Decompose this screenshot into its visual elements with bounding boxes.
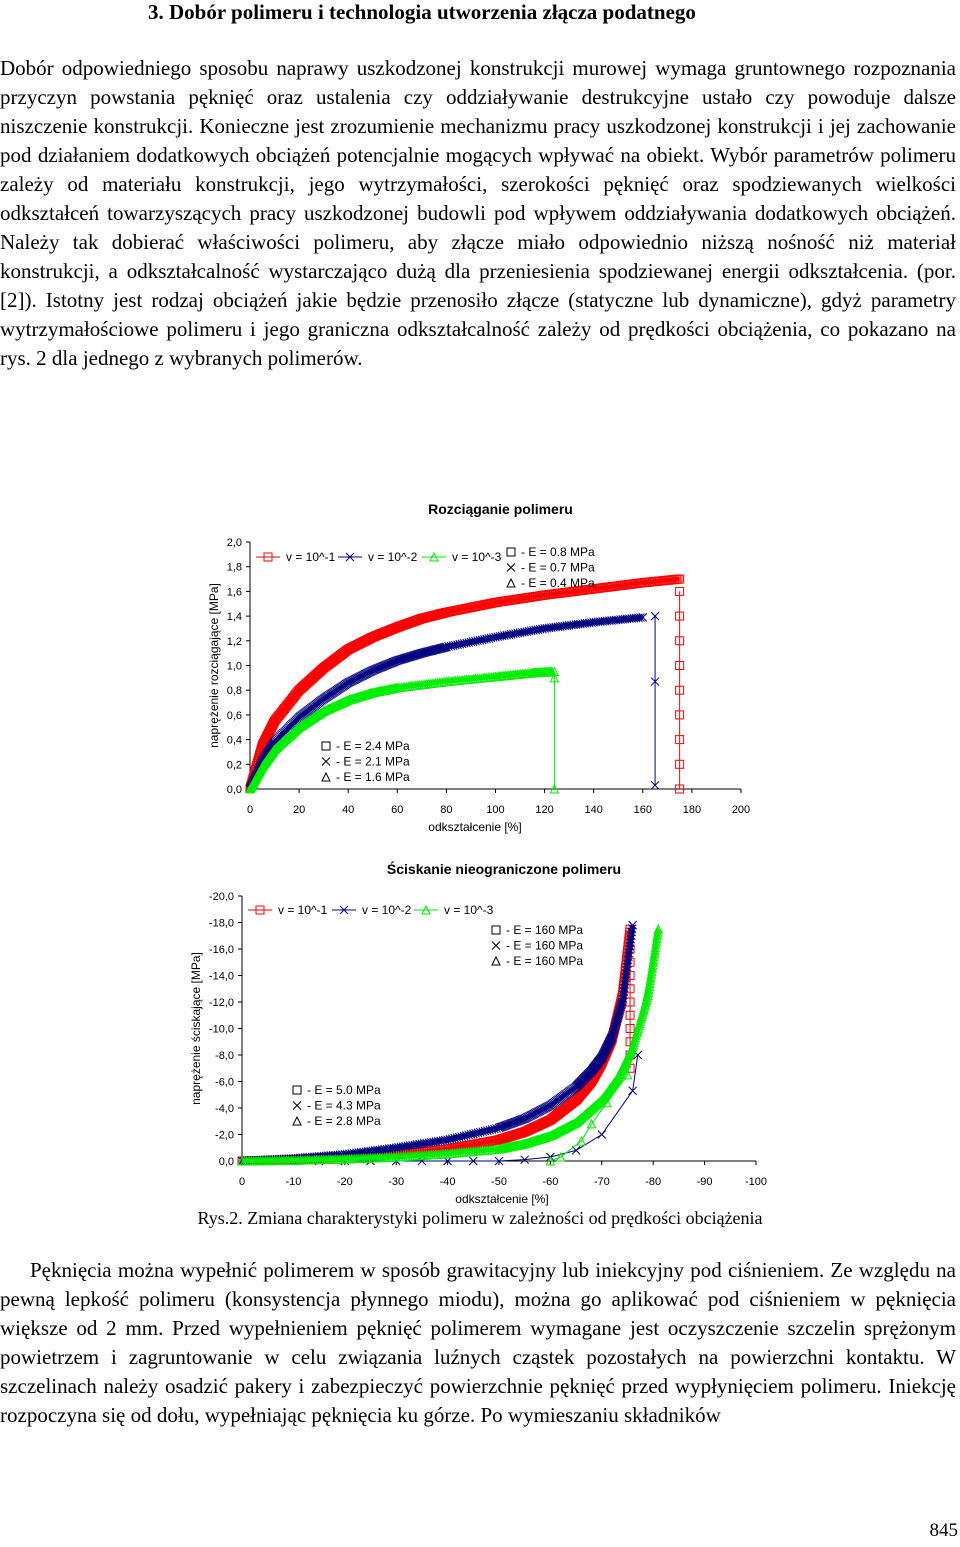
legend-label: v = 10^-2 bbox=[362, 903, 412, 917]
series-1 bbox=[246, 612, 659, 793]
x-tick-label: -50 bbox=[491, 1176, 507, 1188]
x-tick-label: 200 bbox=[731, 804, 751, 816]
y-tick-label: -20,0 bbox=[208, 891, 234, 903]
x-tick-label: 120 bbox=[535, 804, 554, 816]
x-tick-label: -30 bbox=[388, 1176, 405, 1188]
y-tick-label: -18,0 bbox=[208, 917, 234, 930]
figure-caption: Rys.2. Zmiana charakterystyki polimeru w zależności od prędkości obciążenia bbox=[197, 1208, 763, 1228]
modulus-top-marker bbox=[492, 957, 500, 965]
modulus-top-label: - E = 0.4 MPa bbox=[521, 576, 595, 590]
modulus-bottom-label: - E = 4.3 MPa bbox=[307, 1098, 381, 1113]
series-line bbox=[242, 929, 658, 1161]
modulus-top bbox=[507, 545, 595, 590]
x-tick-label: 140 bbox=[584, 804, 603, 816]
y-tick-label: 1,4 bbox=[226, 611, 242, 624]
modulus-bottom bbox=[293, 1083, 381, 1128]
modulus-top-marker bbox=[507, 579, 515, 587]
modulus-bottom-marker bbox=[322, 742, 330, 750]
modulus-bottom-label: - E = 2.1 MPa bbox=[336, 754, 410, 769]
y-tick-label: 1,0 bbox=[226, 660, 242, 673]
x-axis-label: odkształcenie [%] bbox=[455, 1192, 549, 1206]
y-tick-label: -8,0 bbox=[215, 1050, 234, 1062]
modulus-top-marker bbox=[492, 926, 500, 934]
legend-label: v = 10^-2 bbox=[368, 550, 418, 564]
modulus-bottom-label: - E = 1.6 MPa bbox=[336, 770, 410, 784]
y-tick-label: -6,0 bbox=[215, 1076, 234, 1089]
x-tick-label: -60 bbox=[542, 1176, 559, 1188]
y-tick-label: 0,6 bbox=[226, 709, 242, 722]
x-tick-label: 80 bbox=[440, 804, 453, 816]
y-tick-label: -12,0 bbox=[208, 997, 234, 1009]
legend-label: v = 10^-1 bbox=[286, 550, 336, 564]
x-tick-label: 40 bbox=[342, 804, 355, 816]
modulus-bottom-marker bbox=[322, 758, 330, 766]
x-tick-label: 0 bbox=[246, 804, 254, 816]
x-tick-label: 100 bbox=[486, 804, 505, 816]
x-tick-label: -80 bbox=[645, 1176, 662, 1188]
modulus-top-label: - E = 160 MPa bbox=[506, 954, 584, 968]
y-axis-label: naprężenie ściskające [MPa] bbox=[189, 952, 203, 1105]
modulus-top-marker bbox=[507, 564, 515, 572]
modulus-top-label: - E = 160 MPa bbox=[506, 923, 584, 937]
x-tick-label: -20 bbox=[336, 1176, 353, 1188]
y-tick-label: 0,2 bbox=[226, 759, 242, 772]
y-tick-label: 1,6 bbox=[226, 586, 242, 599]
x-tick-label: -70 bbox=[593, 1176, 610, 1188]
chart-title: Rozciąganie polimeru bbox=[428, 501, 573, 517]
paragraph-intro bbox=[0, 54, 956, 373]
modulus-bottom-marker bbox=[293, 1102, 301, 1110]
x-tick-label: -10 bbox=[285, 1176, 302, 1188]
modulus-bottom-marker bbox=[293, 1086, 301, 1094]
tension-chart bbox=[0, 493, 960, 843]
compression-chart bbox=[0, 850, 960, 1208]
y-tick-label: -10,0 bbox=[208, 1023, 234, 1036]
page-number: 845 bbox=[929, 1520, 958, 1541]
y-axis-label: naprężenie rozciągające [MPa] bbox=[207, 583, 221, 748]
x-axis-label: odkształcenie [%] bbox=[428, 820, 522, 834]
legend-label: v = 10^-3 bbox=[452, 550, 502, 564]
legend-label: v = 10^-3 bbox=[444, 903, 494, 917]
y-tick-label: 1,8 bbox=[226, 561, 242, 574]
x-tick-label: -90 bbox=[696, 1176, 713, 1188]
y-tick-label: -2,0 bbox=[215, 1129, 234, 1142]
y-tick-label: 2,0 bbox=[226, 537, 242, 549]
x-tick-label: 180 bbox=[682, 804, 702, 816]
chart-title: Ściskanie nieograniczone polimeru bbox=[386, 861, 622, 877]
modulus-top-label: - E = 0.8 MPa bbox=[521, 545, 595, 559]
y-tick-label: -14,0 bbox=[208, 970, 234, 983]
modulus-bottom-label: - E = 2.4 MPa bbox=[336, 739, 410, 753]
legend-label: v = 10^-1 bbox=[278, 903, 328, 917]
modulus-top-label: - E = 0.7 MPa bbox=[521, 560, 595, 575]
y-tick-label: 0,8 bbox=[226, 685, 242, 698]
y-tick-label: 1,2 bbox=[226, 635, 242, 648]
y-tick-label: 0,4 bbox=[226, 734, 242, 747]
modulus-top-label: - E = 160 MPa bbox=[506, 938, 584, 953]
y-tick-label: 0,0 bbox=[226, 784, 242, 796]
y-tick-label: 0,0 bbox=[218, 1156, 234, 1168]
paragraph-injection-text: Pęknięcia można wypełnić polimerem w sposób grawitacyjny lub iniekcyjny pod ciśnieniem. Ze względu na pewną lepkość polimeru (konsystencja płynnego miodu), można go aplikować pod ciśnieniem w pęknięcia większe od 2 mm. Przed wypełnieniem pęknięć polimerem wymagane jest oczyszczenie szczelin sprężonym powietrzem i zagruntowanie w celu związania luźnych cząstek pozostałych na powierzchni kontaktu. W szczelinach należy osadzić pakery i zabezpieczyć powierzchnie pęknięć przed wypłynięciem polimeru. Iniekcję rozpoczyna się od dołu, wypełniając pęknięcia ku górze. Po wymieszaniu składników bbox=[0, 1258, 956, 1427]
x-tick-label: -40 bbox=[439, 1176, 456, 1188]
modulus-top-marker bbox=[507, 548, 515, 556]
modulus-bottom-label: - E = 5.0 MPa bbox=[307, 1083, 381, 1097]
x-tick-label: 0 bbox=[238, 1176, 246, 1188]
modulus-bottom-marker bbox=[293, 1117, 301, 1125]
section-heading: 3. Dobór polimeru i technologia utworzenia złącza podatnego bbox=[148, 0, 696, 24]
x-tick-label: 60 bbox=[391, 804, 404, 816]
y-tick-label: -4,0 bbox=[215, 1103, 234, 1115]
legend bbox=[256, 550, 502, 564]
modulus-bottom-marker bbox=[322, 773, 330, 781]
paragraph-intro-b: Wybór parametrów polimeru zależy od materiału konstrukcji, jego wytrzymałości, szerokości pęknięć oraz spodziewanych wielkości odkształceń towarzyszących pracy uszkodzonej budowli pod wpływem oddziaływania dodatkowych obciążeń. Należy tak dobierać właściwości polimeru, aby złącze miało odpowiednio niższą nośność niż materiał konstrukcji, a odkształcalność wystarczająco dużą dla przeniesienia spodziewanej energii odkształcenia. (por. [2]). Istotny jest rodzaj obciążeń jakie będzie przenosiło złącze (statyczne lub dynamiczne), gdyż parametry wytrzymałościowe polimeru i jego graniczna odkształcalność zależy od prędkości obciążenia, co pokazano na rys. 2 dla jednego z wybranych polimerów. bbox=[0, 143, 957, 370]
y-tick-label: -16,0 bbox=[208, 944, 234, 956]
modulus-bottom bbox=[322, 739, 410, 784]
sparse-point bbox=[598, 1131, 606, 1139]
modulus-bottom-label: - E = 2.8 MPa bbox=[307, 1114, 381, 1128]
x-tick-label: 20 bbox=[292, 804, 306, 816]
modulus-top bbox=[492, 923, 583, 968]
x-tick-label: 160 bbox=[633, 804, 652, 816]
modulus-top-marker bbox=[492, 942, 500, 950]
paragraph-injection bbox=[0, 1256, 956, 1430]
x-tick-label: -100 bbox=[744, 1176, 768, 1188]
paragraph-intro-a: Dobór odpowiedniego sposobu naprawy uszkodzonej konstrukcji murowej wymaga gruntownego rozpoznania przyczyn powstania pęknięć oraz ustalenia czy oddziaływanie destrukcyjne ustało czy powoduje dalsze niszczenie konstrukcji. Konieczne jest zrozumienie mechanizmu pracy uszkodzonej konstrukcji i jej zachowanie pod działaniem dodatkowych obciążeń potencjalnie mogących wpływać na obiekt. bbox=[0, 56, 956, 167]
series-2 bbox=[238, 925, 662, 1165]
legend bbox=[248, 903, 494, 917]
